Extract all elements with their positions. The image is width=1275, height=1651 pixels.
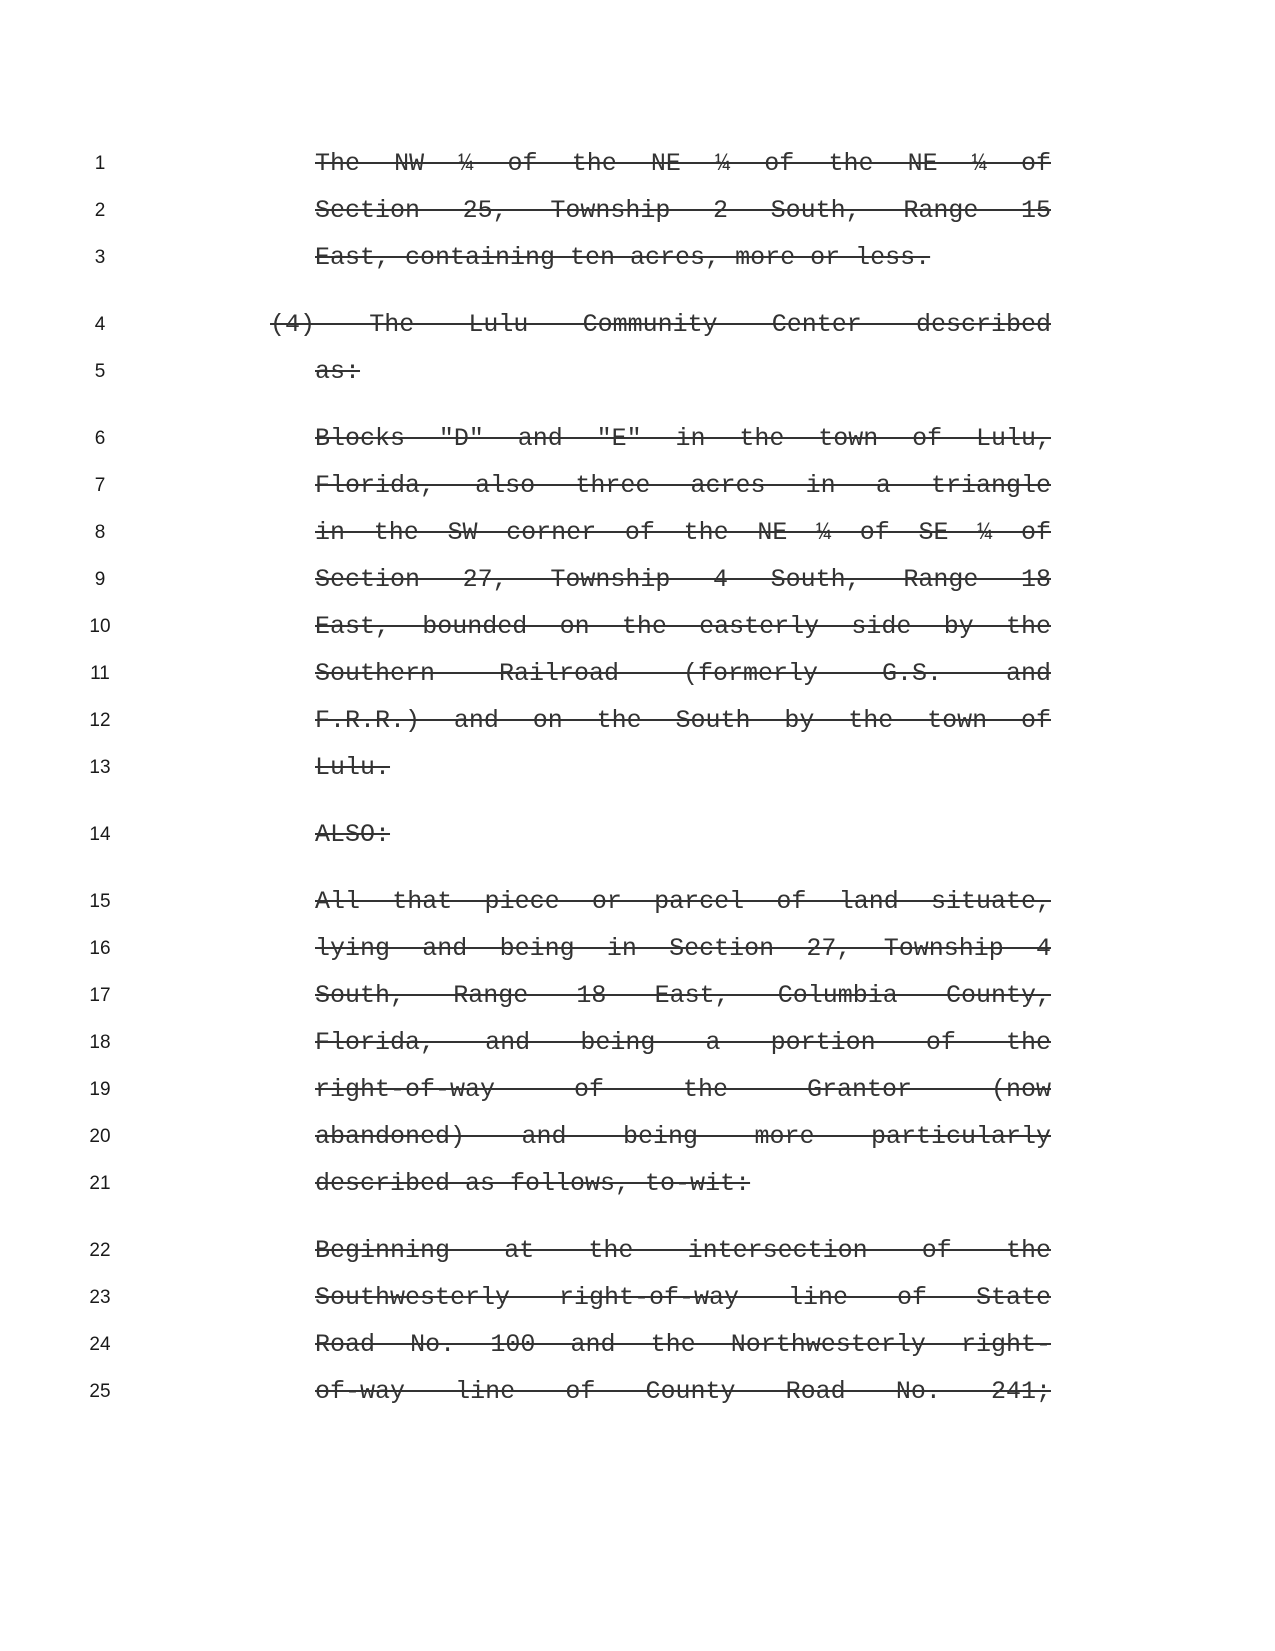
line-number: 3 xyxy=(94,247,106,268)
line-number: 7 xyxy=(94,475,106,496)
struck-text-line: abandoned) and being more particularly xyxy=(315,1122,1051,1151)
line-number: 19 xyxy=(89,1079,111,1100)
line-number: 13 xyxy=(89,757,111,778)
line-number: 17 xyxy=(89,985,111,1006)
line-number: 9 xyxy=(94,569,106,590)
struck-text-line: All that piece or parcel of land situate, xyxy=(315,887,1051,916)
line-number: 20 xyxy=(89,1126,111,1147)
line-number: 10 xyxy=(89,616,111,637)
line-number: 1 xyxy=(94,153,106,174)
line-number: 14 xyxy=(89,824,111,845)
line-number: 22 xyxy=(89,1240,111,1261)
line-number: 18 xyxy=(89,1032,111,1053)
struck-text-line: of-way line of County Road No. 241; xyxy=(315,1377,1051,1406)
struck-text-line: described as follows, to-wit: xyxy=(315,1169,751,1198)
line-number: 24 xyxy=(89,1334,111,1355)
line-number: 25 xyxy=(89,1381,111,1402)
line-number: 16 xyxy=(89,938,111,959)
struck-text-line: ALSO: xyxy=(315,820,391,849)
struck-text-line: Southwesterly right-of-way line of State xyxy=(315,1283,1051,1312)
struck-text-line: Florida, also three acres in a triangle xyxy=(315,471,1051,500)
struck-text-line: Florida, and being a portion of the xyxy=(315,1028,1051,1057)
line-number: 21 xyxy=(89,1173,111,1194)
struck-text-line: Southern Railroad (formerly G.S. and xyxy=(315,659,1051,688)
line-number: 5 xyxy=(94,361,106,382)
struck-text-line: Section 25, Township 2 South, Range 15 xyxy=(315,196,1051,225)
struck-text-line: South, Range 18 East, Columbia County, xyxy=(315,981,1051,1010)
line-number: 23 xyxy=(89,1287,111,1308)
struck-text-line: Blocks "D" and "E" in the town of Lulu, xyxy=(315,424,1051,453)
struck-text-line: Road No. 100 and the Northwesterly right- xyxy=(315,1330,1051,1359)
line-number: 11 xyxy=(90,663,110,684)
struck-text-line: Section 27, Township 4 South, Range 18 xyxy=(315,565,1051,594)
struck-text-line: Beginning at the intersection of the xyxy=(315,1236,1051,1265)
struck-text-line: right-of-way of the Grantor (now xyxy=(315,1075,1051,1104)
line-number: 2 xyxy=(94,200,106,221)
struck-text-line: as: xyxy=(315,357,361,386)
struck-text-line: F.R.R.) and on the South by the town of xyxy=(315,706,1051,735)
struck-text-line: (4) The Lulu Community Center described xyxy=(270,310,1051,339)
line-number: 12 xyxy=(89,710,111,731)
struck-text-line: The NW ¼ of the NE ¼ of the NE ¼ of xyxy=(315,149,1051,178)
line-number: 6 xyxy=(94,428,106,449)
line-number: 4 xyxy=(94,314,106,335)
struck-text-line: lying and being in Section 27, Township 4 xyxy=(315,934,1051,963)
line-number: 15 xyxy=(89,891,111,912)
struck-text-line: in the SW corner of the NE ¼ of SE ¼ of xyxy=(315,518,1051,547)
struck-text-line: Lulu. xyxy=(315,753,391,782)
struck-text-line: East, bounded on the easterly side by the xyxy=(315,612,1051,641)
line-number: 8 xyxy=(94,522,106,543)
struck-text-line: East, containing ten acres, more or less. xyxy=(315,243,931,272)
